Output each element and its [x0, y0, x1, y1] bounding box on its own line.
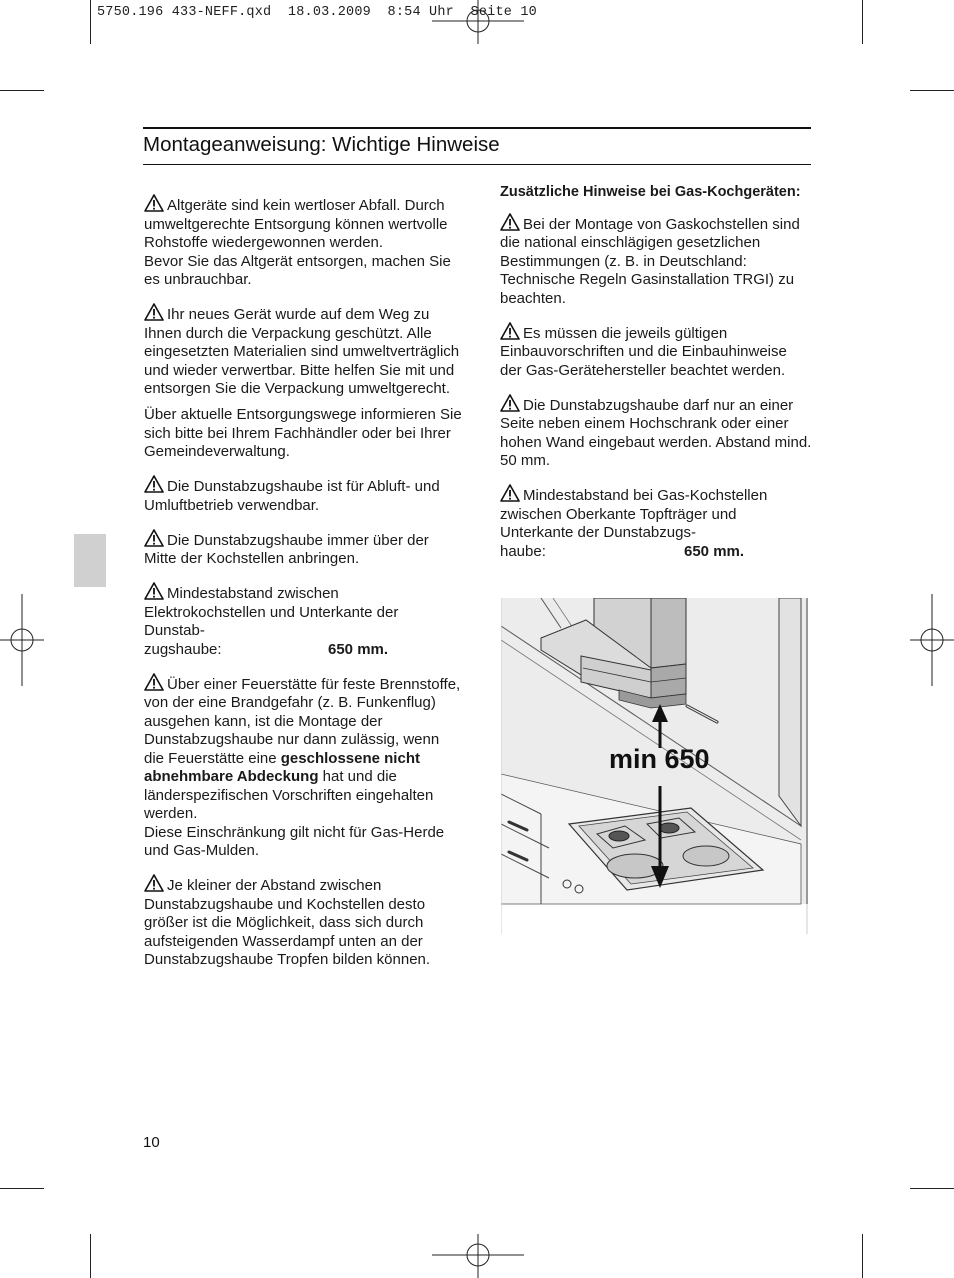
installation-illustration	[501, 598, 808, 934]
right-column	[500, 183, 812, 575]
note-solid-fuel: Über einer Feuerstätte für feste Brennstoffe, von der eine Brandgefahr (z. B. Funkenflug) ausgehen kann, ist die Montage der Dunstabzugshaube nur dann zulässig, wenn die Feuerstätte eine geschlossene nicht abnehmbare Abdeckung hat und die länderspezifischen Vorschriften eingehalten werden. Diese Einschränkung gilt nicht für Gas-Herde und Gas-Mulden.	[144, 673, 462, 861]
note-gas-regulations: Bei der Montage von Gaskochstellen sind die national einschlägigen gesetzlichen Bestimmungen (z. B. in Deutschland: Technische Regeln Gasinstallation TRGI) zu beachten.	[500, 213, 812, 309]
note-condensation: Je kleiner der Abstand zwischen Dunstabzugshaube und Kochstellen desto größer ist die Möglichkeit, dass sich durch aufsteigenden Wasserdampf unten an der Dunstabzugshaube Tropfen bilden können.	[144, 874, 462, 970]
note-disposal: Altgeräte sind kein wertloser Abfall. Durch umweltgerechte Entsorgung können wertvolle Rohstoffe wiedergewonnen werden. Bevor Sie das Altgerät entsorgen, machen Sie es unbrauchbar.	[144, 194, 462, 290]
crop-mark-bl-h	[0, 1188, 44, 1189]
note-disposal-info: Über aktuelle Entsorgungswege informieren Sie sich bitte bei Ihrem Fachhändler oder bei Ihrer Gemeindeverwaltung.	[144, 406, 462, 460]
warning-triangle-icon	[144, 582, 164, 600]
note-side-clearance: Die Dunstabzugshaube darf nur an einer Seite neben einem Hochschrank oder einer hohen Wand eingebaut werden. Abstand mind. 50 mm.	[500, 394, 812, 471]
warning-triangle-icon	[144, 529, 164, 547]
crop-mark-tl-h	[0, 90, 44, 91]
note-min-distance-electric: Mindestabstand zwischen Elektrokochstellen und Unterkante der Dunstab- zugshaube: 650 mm.	[144, 582, 462, 659]
warning-triangle-icon	[500, 394, 520, 412]
crop-mark-br-h	[910, 1188, 954, 1189]
warning-triangle-icon	[144, 874, 164, 892]
gas-section-heading: Zusätzliche Hinweise bei Gas-Kochgeräten:	[500, 184, 801, 200]
note-packaging: Ihr neues Gerät wurde auf dem Weg zu Ihnen durch die Verpackung geschützt. Alle eingesetzten Materialien sind umweltverträglich und wieder verwertbar. Bitte helfen Sie mit und entsorgen Sie die Verpackung umweltgerecht.	[144, 303, 462, 399]
min-distance-label: min 650	[609, 744, 710, 774]
crop-mark-tr-v	[862, 0, 863, 44]
page-title: Montageanweisung: Wichtige Hinweise	[143, 133, 500, 156]
warning-triangle-icon	[500, 213, 520, 231]
note-min-distance-gas: Mindestabstand bei Gas-Kochstellen zwischen Oberkante Topfträger und Unterkante der Dunstabzugs- haube: 650 mm.	[500, 484, 812, 561]
dimension-line-gas: haube: 650 mm.	[500, 542, 745, 560]
print-slug: 5750.196 433-NEFF.qxd 18.03.2009 8:54 Uhr Seite 10	[97, 5, 537, 20]
crop-mark-tl-v	[90, 0, 91, 44]
warning-triangle-icon	[500, 484, 520, 502]
registration-mark-left-icon	[0, 594, 44, 686]
registration-mark-bottom-icon	[432, 1234, 524, 1278]
warning-triangle-icon	[144, 673, 164, 691]
section-tab-marker	[74, 534, 106, 587]
note-centering: Die Dunstabzugshaube immer über der Mitte der Kochstellen anbringen.	[144, 529, 462, 569]
title-rule-bottom	[143, 164, 811, 165]
registration-mark-top-icon	[432, 0, 524, 44]
warning-triangle-icon	[144, 475, 164, 493]
warning-triangle-icon	[500, 322, 520, 340]
note-operation-mode: Die Dunstabzugshaube ist für Abluft- und Umluftbetrieb verwendbar.	[144, 475, 462, 515]
crop-mark-br-v	[862, 1234, 863, 1278]
registration-mark-right-icon	[910, 594, 954, 686]
warning-triangle-icon	[144, 303, 164, 321]
title-rule-top	[143, 127, 811, 129]
dimension-line-electric: zugshaube: 650 mm.	[144, 640, 389, 658]
left-column	[144, 194, 462, 983]
note-installation-rules: Es müssen die jeweils gültigen Einbauvorschriften und die Einbauhinweise der Gas-Gerätehersteller beachtet werden.	[500, 322, 812, 381]
crop-mark-bl-v	[90, 1234, 91, 1278]
crop-mark-tr-h	[910, 90, 954, 91]
warning-triangle-icon	[144, 194, 164, 212]
page-number: 10	[143, 1134, 160, 1151]
